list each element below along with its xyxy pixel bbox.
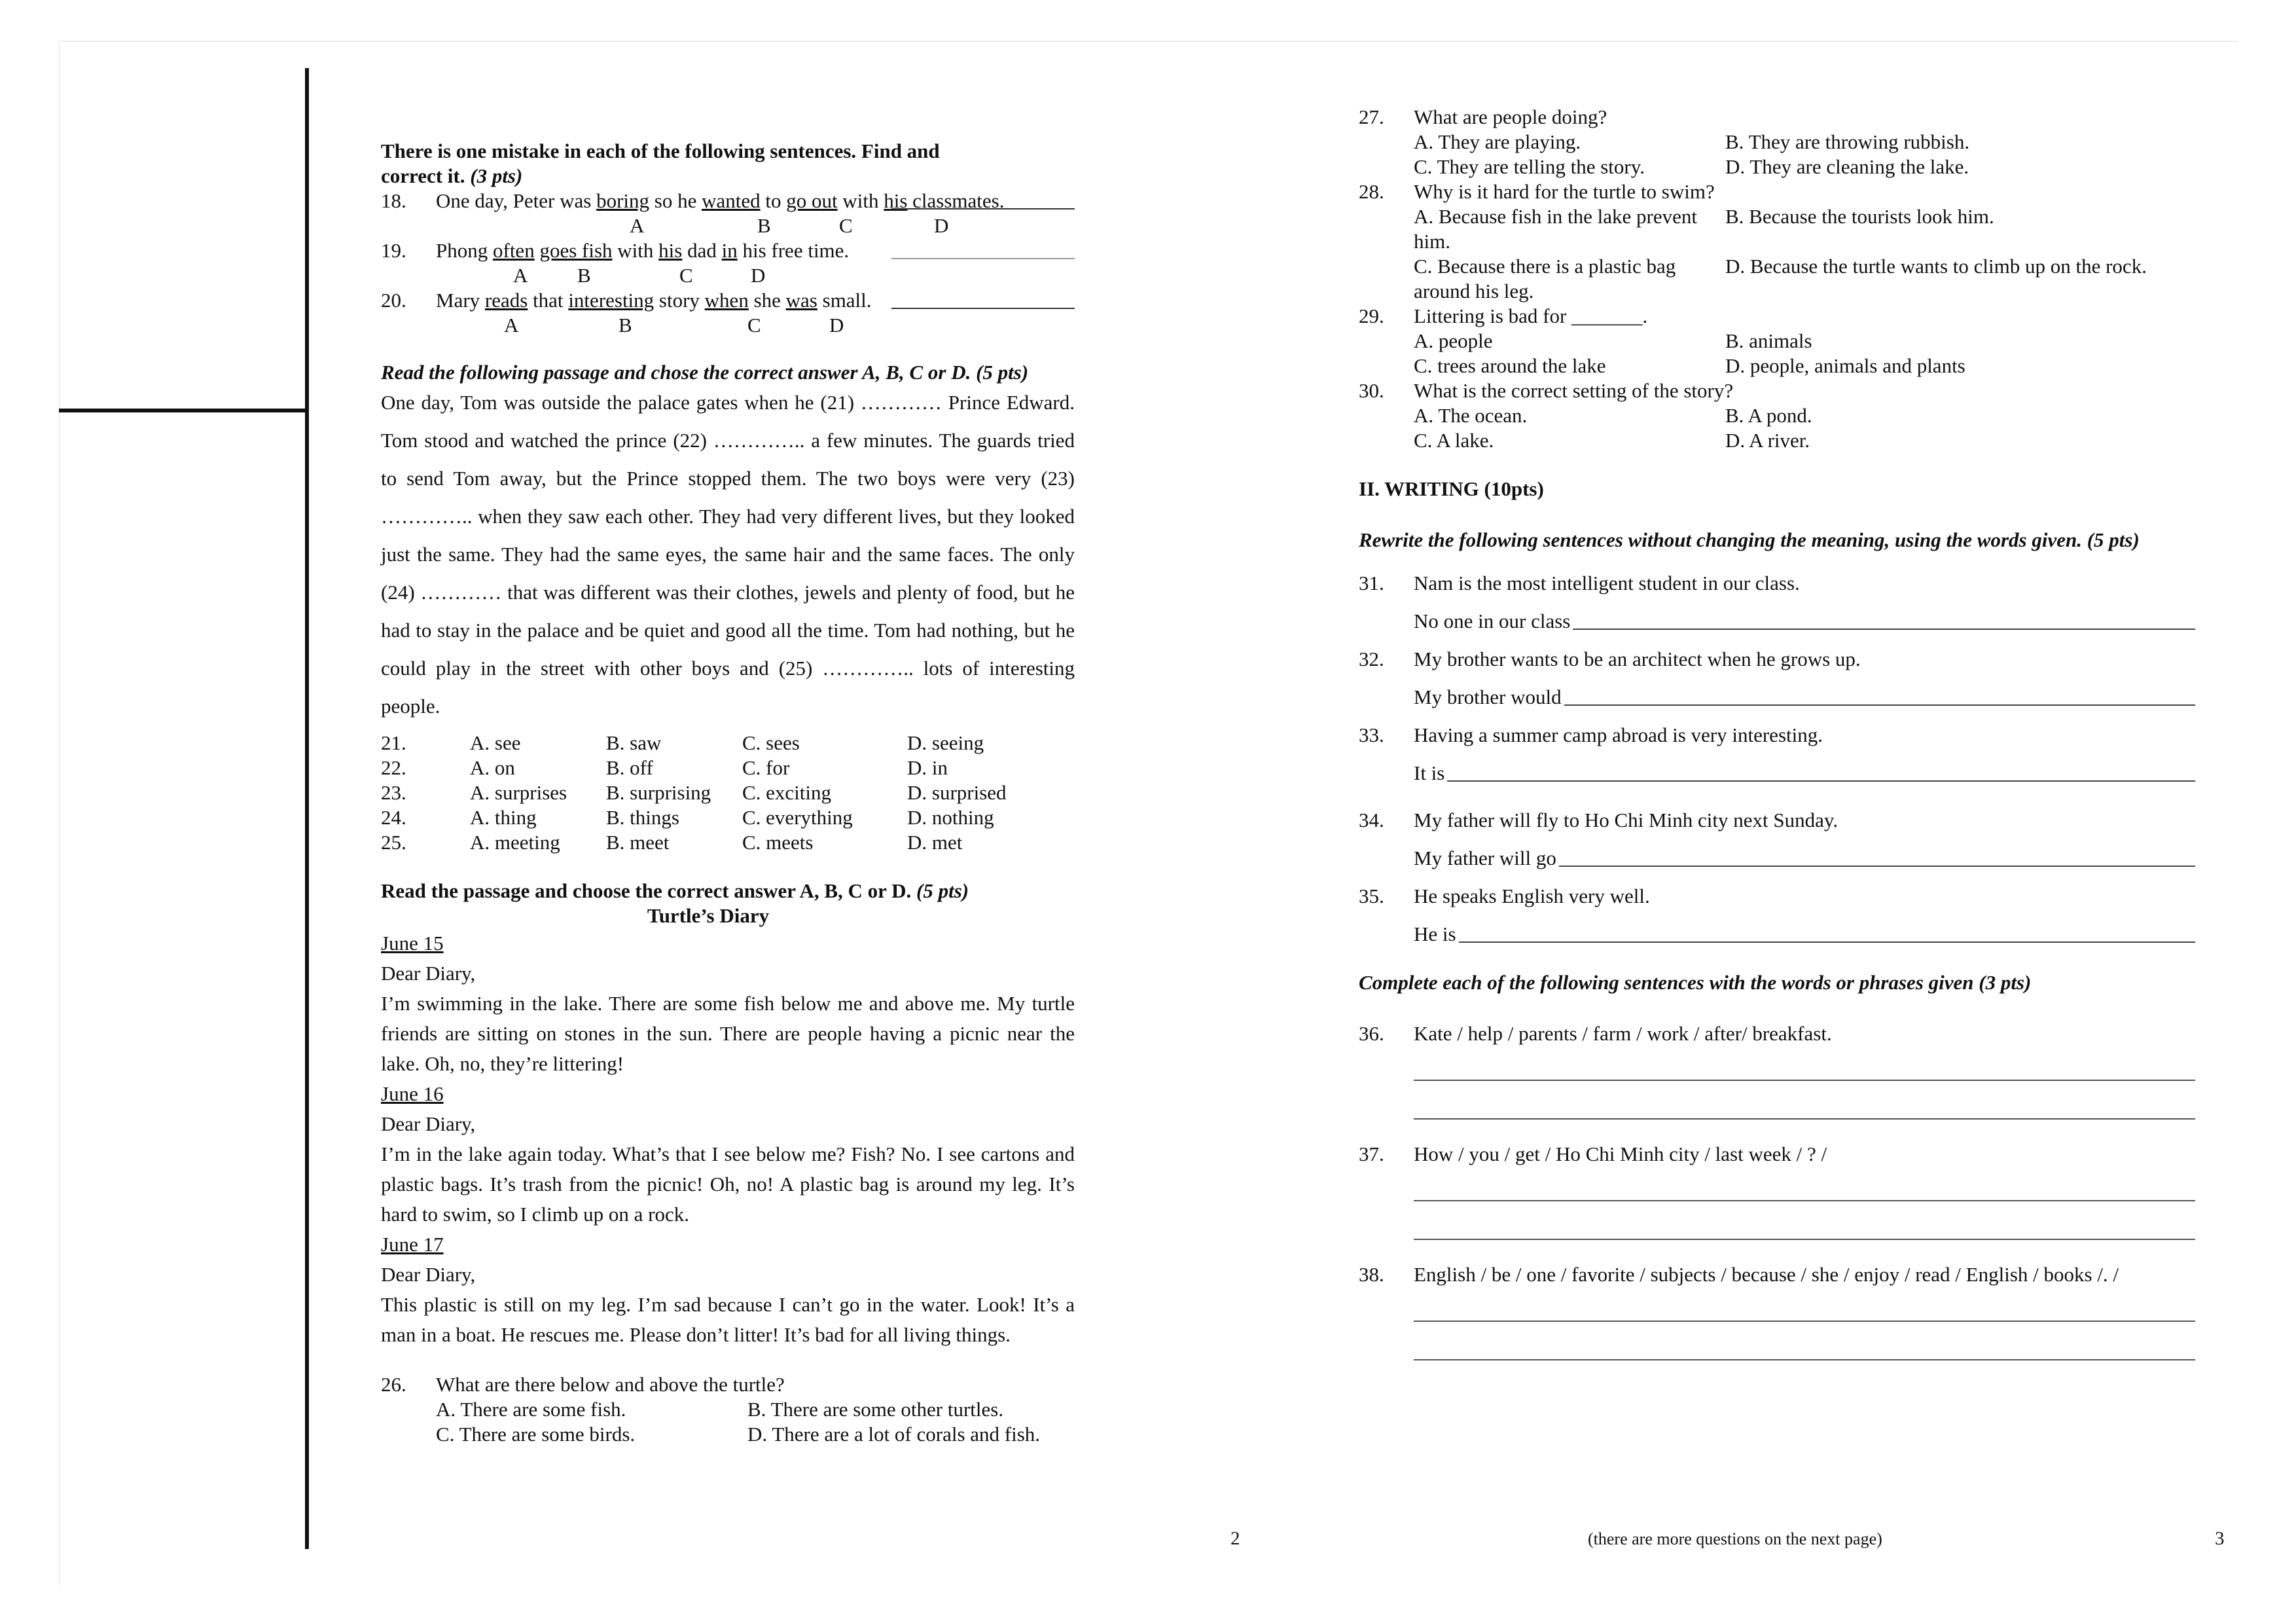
option-letters-20: A B C D (504, 314, 844, 337)
option-a[interactable]: A. surprises (470, 781, 567, 804)
option-28-d[interactable]: D. Because the turtle wants to climb up on the rock. (1725, 255, 2147, 278)
option-30-b[interactable]: B. A pond. (1725, 404, 1812, 427)
rewrite-list (1359, 571, 2195, 947)
option-28-a[interactable]: A. Because fish in the lake prevent him. (1414, 205, 1697, 253)
section-mistake-heading: There is one mistake in each of the following sentences. Find and correct it. (3 pts) (381, 139, 940, 187)
option-c[interactable]: C. meets (742, 831, 814, 854)
rewrite-number: 31. (1359, 572, 1384, 594)
rewrite-item (1359, 571, 2195, 634)
rewrite-heading: Rewrite the following sentences without changing the meaning, using the words given. (5 pts) (1359, 528, 2140, 551)
diary-title: Turtle’s Diary (647, 904, 770, 927)
page-number-left: 2 (1230, 1528, 1240, 1549)
question-19: 19. Phong often goes fish with his dad in his free time. A B C D (381, 238, 1075, 288)
binding-vertical-line (305, 68, 309, 1549)
complete-cue: Kate / help / parents / farm / work / after/ breakfast. (1414, 1022, 1832, 1045)
diary-date-2: June 16 (381, 1082, 444, 1105)
question-18-text: One day, Peter was boring so he wanted to go out with his classmates. (436, 189, 1005, 212)
option-27-c[interactable]: C. They are telling the story. (1414, 155, 1645, 178)
option-c[interactable]: C. for (742, 756, 790, 779)
rewrite-answer-line[interactable] (1559, 846, 2195, 867)
rewrite-item (1359, 884, 2195, 947)
diary-passage: June 15 Dear Diary, I’m swimming in the lake. There are some fish below me and above me. My turtle friends are sitting on stones in the sun. There are people having a picnic near the lake. Oh, no, they’re littering! June 16 Dear Diary, I’m in the lake again today. What’s that I see below me? Fish? No. I see cartons and plastic bags. It’s trash from the picnic! Oh, no! A plastic bag is around my leg. It’s hard to swim, so I climb up on a rock. June 17 Dear Diary, This plastic is still on my leg. I’m sad because I can’t go in the water. Look! It’s a man in a boat. He rescues me. Please don’t litter! It’s bad for all living things. (381, 928, 1075, 1350)
rewrite-sentence: Having a summer camp abroad is very interesting. (1414, 723, 1823, 746)
complete-answer-line[interactable] (1414, 1359, 2195, 1360)
option-d[interactable]: D. nothing (907, 806, 994, 829)
rewrite-prompt: No one in our class (1414, 610, 1571, 632)
option-b[interactable]: B. meet (606, 831, 670, 854)
diary-entry-2: I’m in the lake again today. What’s that I see below me? Fish? No. I see cartons and plastic bags. It’s trash from the picnic! Oh, no! A plastic bag is around my leg. It’s hard to swim, so I climb up on a rock. (381, 1142, 1075, 1226)
rewrite-sentence: My father will fly to Ho Chi Minh city next Sunday. (1414, 809, 1839, 831)
rewrite-sentence: Nam is the most intelligent student in our class. (1414, 572, 1800, 594)
complete-answer-line[interactable] (1414, 1079, 2195, 1081)
option-26-a[interactable]: A. There are some fish. (436, 1398, 626, 1421)
complete-item (1359, 1262, 2195, 1360)
complete-cue: English / be / one / favorite / subjects / because / she / enjoy / read / English / books /. / (1414, 1263, 2119, 1286)
complete-answer-line[interactable] (1414, 1118, 2195, 1120)
option-row (381, 830, 1038, 855)
answer-blank-19[interactable] (891, 244, 1075, 259)
option-b[interactable]: B. off (606, 756, 653, 779)
left-page (381, 139, 1075, 1447)
question-27: 27. What are people doing? A. They are playing. B. They are throwing rubbish. C. They are telling the story. D. They are cleaning the lake. (1359, 105, 2236, 179)
option-a[interactable]: A. thing (470, 806, 537, 829)
option-26-b[interactable]: B. There are some other turtles. (747, 1398, 1004, 1421)
option-row-number: 22. (381, 756, 406, 779)
option-29-b[interactable]: B. animals (1725, 329, 1812, 352)
option-b[interactable]: B. surprising (606, 781, 711, 804)
option-c[interactable]: C. exciting (742, 781, 832, 804)
complete-item (1359, 1142, 2195, 1240)
option-27-b[interactable]: B. They are throwing rubbish. (1725, 130, 1970, 153)
option-27-a[interactable]: A. They are playing. (1414, 130, 1581, 153)
complete-answer-line[interactable] (1414, 1199, 2195, 1201)
section-passage2-heading: Read the passage and choose the correct answer A, B, C or D. (5 pts) (381, 879, 969, 902)
rewrite-sentence: My brother wants to be an architect when he grows up. (1414, 647, 1861, 670)
option-d[interactable]: D. seeing (907, 731, 984, 754)
option-row-number: 25. (381, 831, 406, 854)
option-27-d[interactable]: D. They are cleaning the lake. (1725, 155, 1969, 178)
option-a[interactable]: A. meeting (470, 831, 560, 854)
option-d[interactable]: D. in (907, 756, 948, 779)
question-20: 20. Mary reads that interesting story when she was small. A B C D (381, 288, 1075, 338)
binding-horizontal-line (59, 409, 308, 412)
rewrite-prompt: It is (1414, 761, 1445, 784)
rewrite-answer-line[interactable] (1564, 685, 2195, 706)
rewrite-number: 33. (1359, 723, 1384, 746)
answer-blank-18[interactable] (891, 194, 1075, 210)
question-29: 29. Littering is bad for _______. A. people B. animals C. trees around the lake D. people, animals and plants (1359, 304, 2236, 378)
footer-note: (there are more questions on the next page) (1588, 1529, 1882, 1548)
option-29-d[interactable]: D. people, animals and plants (1725, 354, 1965, 377)
passage-palace: One day, Tom was outside the palace gates when he (21) ………… Prince Edward. Tom stood and watched the prince (22) ………….. a few minutes. The guards tried to send Tom away, but the Prince stopped them. The two boys were very (23) ………….. when they saw each other. They had very different lives, but they looked just the same. They had the same eyes, the same hair and the same faces. The only (24) ………… that was different was their clothes, jewels and plenty of food, but he had to stay in the palace and be quiet and good all the time. Tom had nothing, but he could play in the street with other boys and (25) ………….. lots of interesting people. (381, 391, 1075, 718)
complete-list (1359, 1021, 2195, 1360)
complete-item (1359, 1021, 2195, 1120)
option-letters-18: A B C D (630, 214, 949, 237)
option-row (381, 731, 1038, 756)
question-19-text: Phong often goes fish with his dad in his free time. (436, 239, 850, 262)
option-a[interactable]: A. on (470, 756, 515, 779)
rewrite-sentence: He speaks English very well. (1414, 884, 1650, 907)
question-18: 18. One day, Peter was boring so he wanted to go out with his classmates. A B C D (381, 189, 1075, 238)
option-30-c[interactable]: C. A lake. (1414, 429, 1494, 452)
rewrite-item (1359, 808, 2195, 871)
rewrite-item (1359, 723, 2195, 786)
diary-date-1: June 15 (381, 932, 444, 955)
diary-entry-3: This plastic is still on my leg. I’m sad because I can’t go in the water. Look! It’s a man in a boat. He rescues me. Please don’t litter! It’s bad for all living things. (381, 1293, 1075, 1346)
option-c[interactable]: C. sees (742, 731, 800, 754)
right-page (1359, 105, 2236, 1383)
option-30-a[interactable]: A. The ocean. (1414, 404, 1528, 427)
rewrite-prompt: He is (1414, 922, 1456, 945)
option-b[interactable]: B. saw (606, 731, 662, 754)
option-30-d[interactable]: D. A river. (1725, 429, 1810, 452)
rewrite-item (1359, 647, 2195, 710)
option-26-c[interactable]: C. There are some birds. (436, 1423, 636, 1446)
option-c[interactable]: C. everything (742, 806, 853, 829)
writing-heading: II. WRITING (10pts) (1359, 477, 1544, 500)
rewrite-answer-line[interactable] (1447, 761, 2195, 782)
complete-answer-line[interactable] (1414, 1320, 2195, 1322)
options-table-21-25 (381, 731, 1038, 855)
section-passage1-heading: Read the following passage and chose the correct answer A, B, C or D. (5 pts) (381, 361, 1029, 384)
option-row (381, 756, 1038, 780)
option-28-c[interactable]: C. Because there is a plastic bag around his leg. (1414, 255, 1676, 302)
option-row-number: 24. (381, 806, 406, 829)
option-row-number: 23. (381, 781, 406, 804)
diary-entry-1: I’m swimming in the lake. There are some fish below me and above me. My turtle friends are sitting on stones in the sun. There are people having a picnic near the lake. Oh, no, they’re littering! (381, 992, 1075, 1075)
option-28-b[interactable]: B. Because the tourists look him. (1725, 205, 1994, 228)
complete-number: 36. (1359, 1022, 1384, 1045)
option-d[interactable]: D. surprised (907, 781, 1007, 804)
option-d[interactable]: D. met (907, 831, 963, 854)
rewrite-prompt: My father will go (1414, 847, 1556, 869)
answer-blank-20[interactable] (891, 293, 1075, 309)
option-26-d[interactable]: D. There are a lot of corals and fish. (747, 1423, 1041, 1446)
complete-answer-line[interactable] (1414, 1238, 2195, 1240)
complete-number: 37. (1359, 1142, 1384, 1165)
complete-cue: How / you / get / Ho Chi Minh city / last week / ? / (1414, 1142, 1827, 1165)
question-30: 30. What is the correct setting of the story? A. The ocean. B. A pond. C. A lake. D. A river. (1359, 378, 2236, 453)
complete-number: 38. (1359, 1263, 1384, 1286)
option-letters-19: A B C D (513, 264, 766, 287)
option-row (381, 780, 1038, 805)
question-28: 28. Why is it hard for the turtle to swim? A. Because fish in the lake prevent him. B. Because the tourists look him. C. Because there is a plastic bag around his leg. D. Because the turtle wants to climb up on the rock. (1359, 179, 2236, 304)
option-row-number: 21. (381, 731, 406, 754)
question-20-text: Mary reads that interesting story when she was small. (436, 289, 872, 312)
rewrite-number: 32. (1359, 647, 1384, 670)
option-b[interactable]: B. things (606, 806, 679, 829)
option-29-c[interactable]: C. trees around the lake (1414, 354, 1606, 377)
question-26: 26. What are there below and above the turtle? A. There are some fish. B. There are some other turtles. C. There are some birds. D. There are a lot of corals and fish. (381, 1372, 1075, 1447)
option-a[interactable]: A. see (470, 731, 521, 754)
diary-date-3: June 17 (381, 1233, 444, 1256)
option-29-a[interactable]: A. people (1414, 329, 1493, 352)
rewrite-number: 35. (1359, 884, 1384, 907)
page-number-right: 3 (2215, 1528, 2225, 1549)
rewrite-prompt: My brother would (1414, 685, 1562, 708)
rewrite-answer-line[interactable] (1573, 609, 2195, 630)
rewrite-number: 34. (1359, 809, 1384, 831)
complete-heading: Complete each of the following sentences with the words or phrases given (3 pts) (1359, 971, 2032, 994)
option-row (381, 805, 1038, 830)
rewrite-answer-line[interactable] (1459, 922, 2195, 943)
